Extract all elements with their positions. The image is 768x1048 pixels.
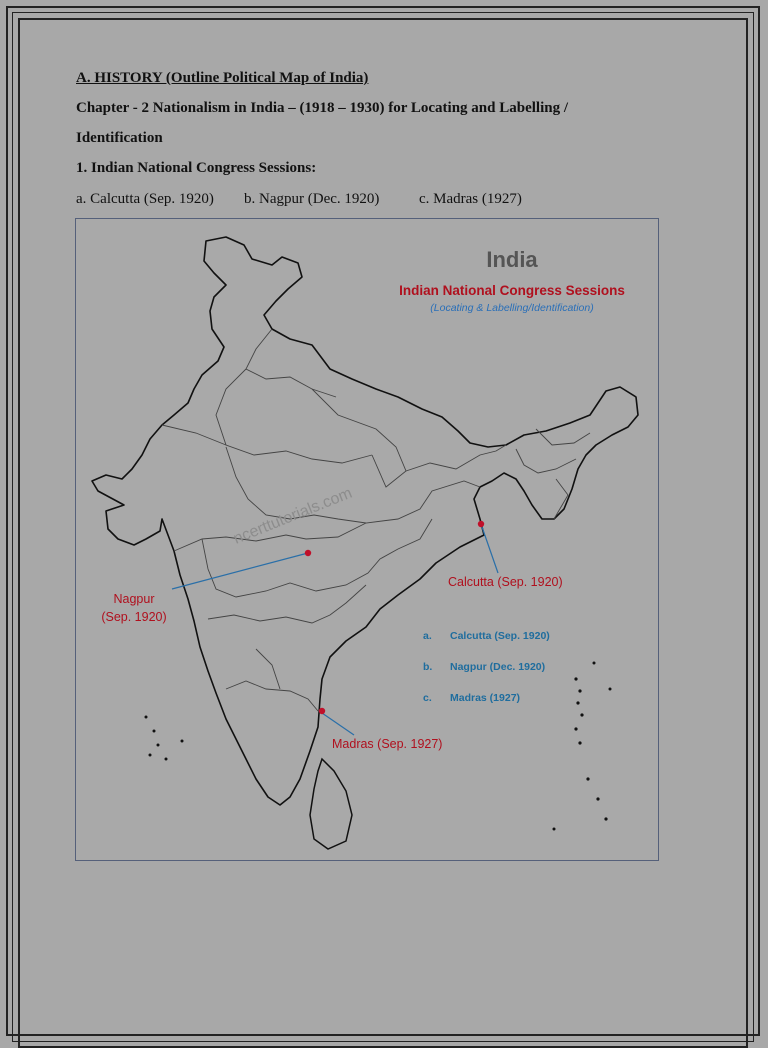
madras-leader-line bbox=[322, 713, 354, 735]
option-b: b. Nagpur (Dec. 1920) bbox=[244, 191, 380, 207]
legend-item-a: Calcutta (Sep. 1920) bbox=[450, 630, 550, 642]
legend-letter-b: b. bbox=[423, 661, 433, 673]
india-outline-map bbox=[76, 219, 660, 862]
legend-item-b: Nagpur (Dec. 1920) bbox=[450, 661, 546, 673]
calcutta-marker bbox=[478, 521, 484, 527]
legend bbox=[423, 630, 550, 704]
map-title: India bbox=[486, 247, 538, 272]
watermark: ncerttutorials.com bbox=[231, 484, 355, 548]
map-subnote: (Locating & Labelling/Identification) bbox=[430, 302, 594, 314]
nagpur-label-line1: Nagpur bbox=[113, 592, 155, 606]
legend-letter-a: a. bbox=[423, 630, 432, 642]
chapter-title-continued: Identification bbox=[76, 130, 163, 146]
madras-label: Madras (Sep. 1927) bbox=[332, 737, 443, 751]
section-heading: A. HISTORY (Outline Political Map of India) bbox=[76, 70, 369, 86]
nagpur-label-line2: (Sep. 1920) bbox=[101, 610, 167, 624]
map-panel bbox=[75, 218, 659, 861]
sessions-title: 1. Indian National Congress Sessions: bbox=[76, 160, 317, 176]
calcutta-leader-line bbox=[482, 527, 498, 573]
sri-lanka-outline bbox=[310, 759, 352, 849]
calcutta-label: Calcutta (Sep. 1920) bbox=[448, 575, 563, 589]
map-subtitle: Indian National Congress Sessions bbox=[399, 283, 625, 298]
option-c: c. Madras (1927) bbox=[419, 191, 522, 207]
legend-item-c: Madras (1927) bbox=[450, 692, 521, 704]
option-a: a. Calcutta (Sep. 1920) bbox=[76, 191, 214, 207]
nagpur-marker bbox=[305, 550, 311, 556]
madras-marker bbox=[319, 708, 325, 714]
india-boundary bbox=[92, 237, 638, 805]
chapter-title: Chapter - 2 Nationalism in India – (1918 – 1930) for Locating and Labelling / bbox=[76, 100, 568, 116]
legend-letter-c: c. bbox=[423, 692, 432, 704]
state-boundaries bbox=[162, 329, 590, 711]
